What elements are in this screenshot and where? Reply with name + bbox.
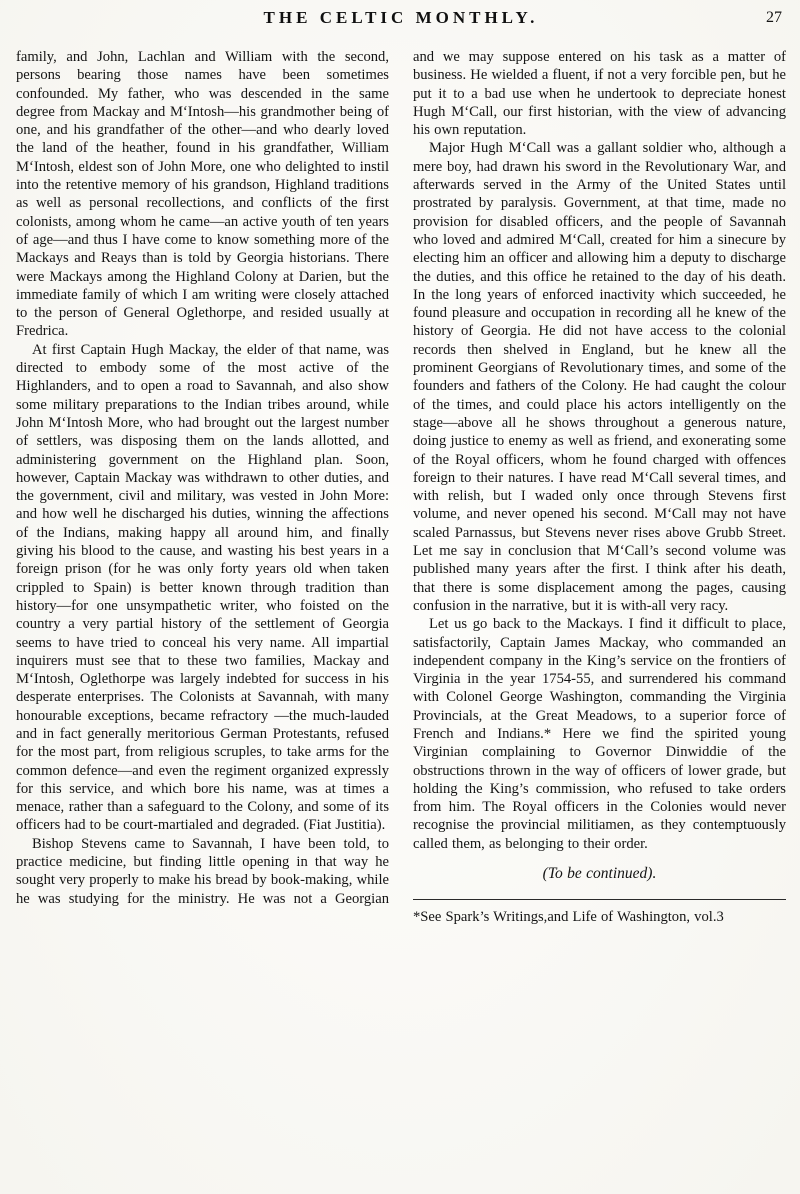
journal-title: THE CELTIC MONTHLY.: [263, 8, 539, 27]
paragraph-continuation-from-previous-page: family, and John, Lachlan and William with the second, persons bearing those names have been sometimes confounded. My father, who was descended in the same degree from Mackay and M‘Intosh—his grandmother being of one, and his grandfather of the other—and who dearly loved the land of the heather, found in his grandfather, William M‘Intosh, eldest son of John More, one who delighted to instil into the retentive memory of his grandson, Highland traditions as well as personal recollections, and conflicts of the first colonists, among whom he came—an active youth of ten years of age—and thus I have come to know something more of the Mackays and Reays than is told by Georgia historians. There were Mackays among the Highland Colony at Darien, but the immediate family of which I am writing were closely attached to the person of General Oglethorpe, and resided usually at Fredrica.: [16, 49, 389, 340]
paragraph: Major Hugh M‘Call was a gallant soldier who, although a mere boy, had drawn his sword in the Revolutionary War, and afterwards served in the Army of the United States until prostrated by paralysis. Government, at that time, made no provision for disabled officers, and the people of Savannah who loved and admired M‘Call, created for him a sinecure by electing him an officer and allowing him a deputy to discharge the duties, and this office he retained to the day of his death. In the long years of enforced inactivity which succeeded, he found pleasure and occupation in recording all he knew of the history of Georgia. He did not have access to the colonial records then shelved in England, but he knew all the prominent Georgians of Revolutionary times, and some of the founders and fathers of the Colony. He had caught the colour of the times, and could place his actors intelligently on the stage—above all he shows throughout a generous nature, doing justice to enemy as well as friend, and exonerating some of the Royal officers, whom he found charged with offences foreign to their natures. I have read M‘Call several times, and with relish, but I waded only once through Stevens first volume, and never opened his second. M‘Call may not have scaled Parnassus, but Stevens never rises above Grubb Street. Let me say in conclusion that M‘Call’s second volume was published many years after the first. I think after his death, that there is some displacement among the pages, causing confusion in the narrative, but it is with-all very racy.: [413, 140, 786, 614]
to-be-continued-note: (To be continued).: [542, 865, 657, 883]
right-column: [413, 48, 786, 927]
paragraph-continuation-from-left-column: and we may suppose entered on his task as a matter of business. He wielded a fluent, if not a very forcible pen, but he put it to a bad use when he undertook to depreciate honest Hugh M‘Call, our first historian, with the view of advancing his own reputation.: [413, 49, 786, 139]
footnote-divider: [413, 899, 786, 900]
paragraph: Bishop Stevens came to Savannah, I have been told, to practice medicine, but finding little opening in that way he sought very properly to make his bread by book-making, while he was studying for the ministry. He was not a Georgian: [16, 835, 389, 907]
page-header: [16, 8, 786, 36]
article-body: [16, 48, 786, 927]
page-number: 27: [766, 9, 782, 26]
footnote: *See Spark’s Writings,and Life of Washington, vol.3: [413, 909, 724, 926]
paragraph: At first Captain Hugh Mackay, the elder of that name, was directed to embody some of the most active of the Highlanders, and to open a road to Savannah, and also show some military preparations to the Indian tribes around, while John M‘Intosh More, who had brought out the largest number of settlers, was disposing them on the lands allotted, and administering government on the Highland plan. Soon, however, Captain Mackay was withdrawn to other duties, and the government, civil and military, was vested in John More: and how well he discharged his duties, winning the affections of the Indians, making happy all around him, and finally giving his blood to the cause, and wasting his best years in a foreign prison (for he was only forty years old when taken crippled to Spain) is better known through tradition than history—for one unsympathetic writer, who foisted on the country a very partial history of the settlement of Georgia seems to have tried to conceal his very name. All impartial inquirers must see that to these two families, Mackay and M‘Intosh, Oglethorpe was largely indebted for success in his desperate enterprises. The Colonists at Savannah, with many honourable exceptions, became refractory —the much-lauded and in fact generally meritorious German Protestants, refused for the most part, from religious scruples, to take arms for the common defence—and even the regiment organized expressly for this service, and which bore his name, was at times a menace, rather than a safeguard to the Colony, and some of its officers had to be court-martialed and degraded. (Fiat Justitia).: [16, 341, 389, 834]
left-column: [16, 48, 389, 927]
paragraph: Let us go back to the Mackays. I find it difficult to place, satisfactorily, Captain James Mackay, who commanded an independent company in the King’s service on the frontiers of Virginia in the year 1754-55, and surrendered his command with Colonel George Washington, commanding the Virginia Provincials, at the Great Meadows, to a superior force of French and Indians.* Here we find the spirited young Virginian complaining to Governor Dinwiddie of the obstructions thrown in the way of officers of lower grade, but holding the King’s commission, who refused to take orders from him. The Royal officers in the Colonies would never recognise the provincial militiamen, as they contemptuously called them, as belonging to their order.: [413, 616, 786, 852]
